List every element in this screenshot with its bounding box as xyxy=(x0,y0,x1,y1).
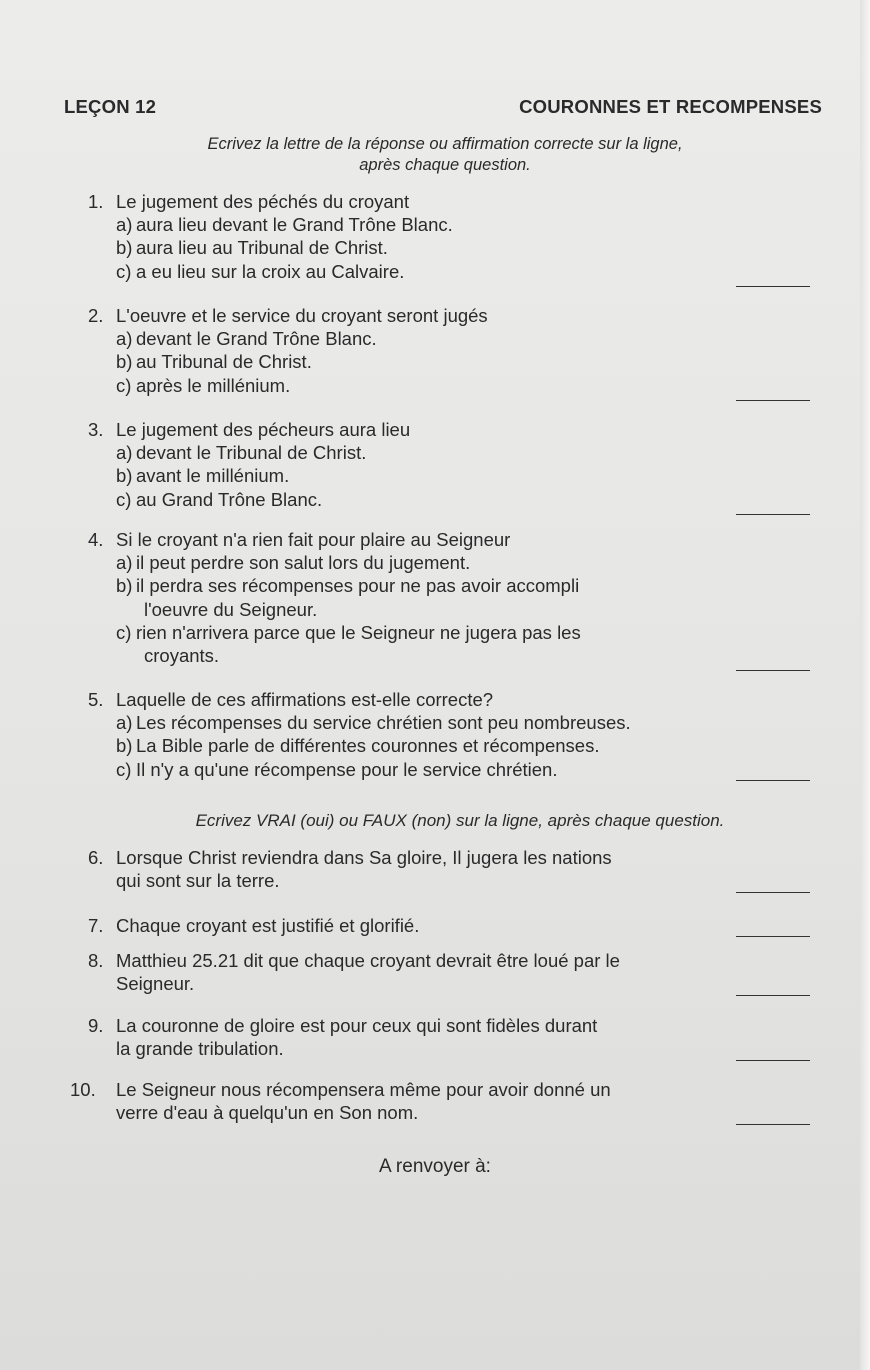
question-stem: Le jugement des péchés du croyant xyxy=(116,191,410,212)
answer-blank[interactable] xyxy=(736,514,810,515)
option-c-continued: croyants. xyxy=(144,645,220,667)
option-c: c) Il n'y a qu'une récompense pour le service chrétien. xyxy=(116,758,558,780)
question-text: Matthieu 25.21 dit que chaque croyant devrait être loué par le xyxy=(116,950,620,971)
question-number: 10. xyxy=(70,1079,96,1100)
question-stem: Laquelle de ces affirmations est-elle correcte? xyxy=(116,689,494,710)
question-number: 4. xyxy=(88,529,104,550)
question-4 xyxy=(88,528,810,667)
question-text: qui sont sur la terre. xyxy=(116,870,280,892)
question-number: 6. xyxy=(88,847,104,868)
question-text: verre d'eau à quelqu'un en Son nom. xyxy=(116,1102,419,1124)
option-a: a) devant le Grand Trône Blanc. xyxy=(116,328,377,350)
question-stem: Le jugement des pécheurs aura lieu xyxy=(116,419,411,440)
question-text: Le Seigneur nous récompensera même pour avoir donné un xyxy=(116,1079,611,1100)
option-c: c) rien n'arrivera parce que le Seigneur ne jugera pas les xyxy=(116,621,581,643)
question-6 xyxy=(88,846,810,892)
answer-blank[interactable] xyxy=(736,1124,810,1125)
question-stem: Si le croyant n'a rien fait pour plaire au Seigneur xyxy=(116,529,511,550)
instructions-true-false: Ecrivez VRAI (oui) ou FAUX (non) sur la ligne, après chaque question. xyxy=(195,811,725,830)
question-8 xyxy=(88,949,810,995)
question-10 xyxy=(70,1078,810,1124)
answer-blank[interactable] xyxy=(736,780,810,781)
answer-blank[interactable] xyxy=(736,892,810,893)
page-header xyxy=(64,96,822,118)
answer-blank[interactable] xyxy=(736,286,810,287)
question-text: Chaque croyant est justifié et glorifié. xyxy=(116,915,420,936)
question-text: Lorsque Christ reviendra dans Sa gloire, Il jugera les nations xyxy=(116,847,612,868)
option-b: b) La Bible parle de différentes couronnes et récompenses. xyxy=(116,735,600,757)
question-7 xyxy=(88,914,810,937)
answer-blank[interactable] xyxy=(736,995,810,996)
lesson-number: LEÇON 12 xyxy=(64,96,157,117)
question-stem: L'oeuvre et le service du croyant seront jugés xyxy=(116,305,488,326)
question-number: 9. xyxy=(88,1015,104,1036)
question-5 xyxy=(88,688,810,781)
answer-blank[interactable] xyxy=(736,670,810,671)
question-text: Seigneur. xyxy=(116,973,195,995)
return-to-label: A renvoyer à: xyxy=(379,1156,491,1177)
option-b: b) avant le millénium. xyxy=(116,465,290,487)
question-text: La couronne de gloire est pour ceux qui sont fidèles durant xyxy=(116,1015,598,1036)
option-c: c) a eu lieu sur la croix au Calvaire. xyxy=(116,260,405,282)
question-text: la grande tribulation. xyxy=(116,1038,284,1060)
question-number: 7. xyxy=(88,915,104,936)
question-number: 2. xyxy=(88,305,104,326)
instructions-line: Ecrivez la lettre de la réponse ou affirmation correcte sur la ligne, xyxy=(207,135,683,153)
option-a: a) aura lieu devant le Grand Trône Blanc. xyxy=(116,214,453,236)
answer-blank[interactable] xyxy=(736,1060,810,1061)
option-b: b) aura lieu au Tribunal de Christ. xyxy=(116,237,388,259)
instructions-line: après chaque question. xyxy=(359,156,531,174)
answer-blank[interactable] xyxy=(736,936,810,937)
question-9 xyxy=(88,1014,810,1060)
instructions-multiple-choice xyxy=(60,134,830,176)
option-a: a) devant le Tribunal de Christ. xyxy=(116,442,367,464)
page-title: COURONNES ET RECOMPENSES xyxy=(519,96,822,117)
option-a: a) Les récompenses du service chrétien sont peu nombreuses. xyxy=(116,712,631,734)
question-number: 1. xyxy=(88,191,104,212)
answer-blank[interactable] xyxy=(736,400,810,401)
option-b: b) il perdra ses récompenses pour ne pas avoir accompli xyxy=(116,575,580,597)
option-b-continued: l'oeuvre du Seigneur. xyxy=(144,598,318,620)
option-c: c) au Grand Trône Blanc. xyxy=(116,488,323,510)
option-b: b) au Tribunal de Christ. xyxy=(116,351,312,373)
question-number: 8. xyxy=(88,950,104,971)
question-1 xyxy=(88,190,810,283)
option-c: c) après le millénium. xyxy=(116,374,291,396)
option-a: a) il peut perdre son salut lors du jugement. xyxy=(116,552,471,574)
question-number: 5. xyxy=(88,689,104,710)
question-3 xyxy=(88,418,810,511)
question-2 xyxy=(88,304,810,397)
question-number: 3. xyxy=(88,419,104,440)
